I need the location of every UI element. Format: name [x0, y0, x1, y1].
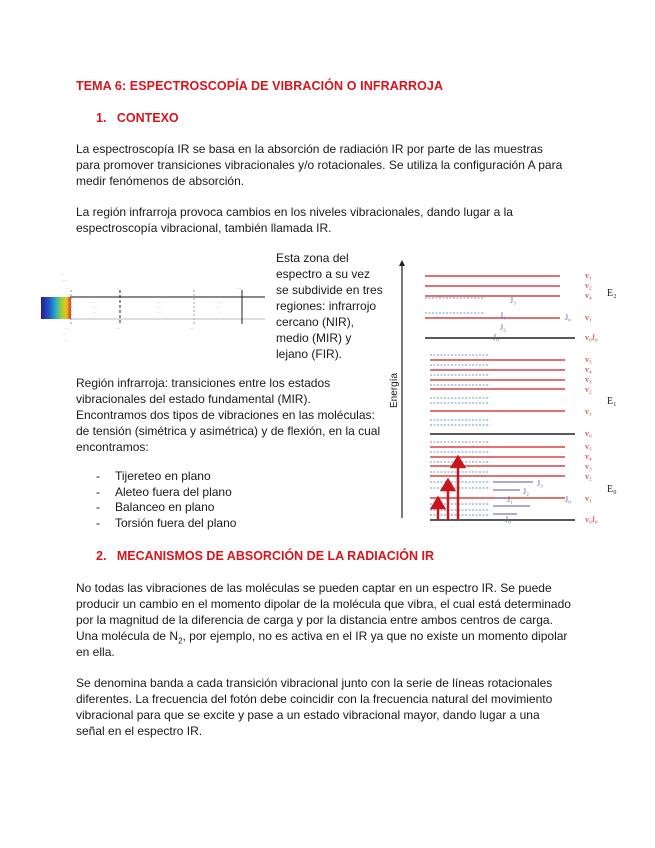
svg-text:······: ······: [215, 300, 223, 305]
svg-text:v₁: v₁: [585, 313, 592, 322]
svg-text:····: ····: [115, 326, 121, 331]
svg-text:···: ···: [157, 305, 161, 310]
svg-text:v₀J₀: v₀J₀: [585, 515, 598, 524]
svg-text:v₂: v₂: [585, 472, 592, 481]
section-heading-contexto: 1. CONTEXO: [96, 111, 179, 125]
svg-text:v₄: v₄: [585, 452, 592, 461]
electromagnetic-spectrum-figure: [40, 268, 268, 343]
svg-text:v₅: v₅: [585, 355, 592, 364]
paragraph-dipole: [76, 580, 576, 660]
section-heading-mecanismos: 2. MECANISMOS DE ABSORCIÓN DE LA RADIACIÓN IR: [96, 549, 434, 563]
energy-level-diagram: [385, 258, 620, 530]
paragraph-region: La región infrarroja provoca cambios en los niveles vibracionales, dando lugar a la espectroscopía vibracional, también llamada IR.: [76, 205, 513, 235]
energy-levels-drawing: [385, 258, 620, 530]
svg-text:v₁: v₁: [585, 407, 592, 416]
svg-text:···: ···: [62, 332, 66, 337]
svg-text:v₂: v₂: [585, 281, 592, 290]
svg-text:v₁: v₁: [585, 271, 592, 280]
svg-text:···: ···: [60, 272, 64, 277]
svg-text:J₁: J₁: [507, 495, 513, 504]
svg-text:······: ······: [155, 300, 163, 305]
spectrum-regions-text: Esta zona del espectro a su vez se subdivide en tres regiones: infrarrojo cercano (NIR), medio (MIR) y lejano (FIR).: [276, 251, 383, 361]
svg-text:····: ····: [62, 278, 68, 283]
list-item: - Aleteo fuera del plano: [96, 485, 576, 501]
list-item: - Torsión fuera del plano: [96, 516, 576, 532]
svg-text:·: ·: [240, 326, 242, 331]
svg-text:···: ···: [66, 286, 70, 291]
svg-text:v₄: v₄: [585, 365, 592, 374]
svg-text:····: ····: [216, 305, 222, 310]
svg-text:J₀: J₀: [565, 495, 571, 504]
state-label-e0: E₀: [607, 484, 617, 495]
document-title: TEMA 6: ESPECTROSCOPÍA DE VIBRACIÓN O INFRARROJA: [76, 79, 444, 93]
svg-text:v₅: v₅: [585, 442, 592, 451]
svg-text:··: ··: [117, 286, 120, 291]
svg-text:v₀: v₀: [585, 429, 592, 438]
paragraph-intro: La espectroscopía IR se basa en la absorción de radiación IR por parte de las muestras para promover transiciones vibracionales y/o rotacionales. Se utiliza la configuración A para medir fenómenos de absorción.: [76, 142, 563, 188]
energy-axis-label: Energía: [389, 372, 400, 408]
svg-text:···: ···: [92, 310, 96, 315]
svg-text:······: ······: [88, 300, 96, 305]
state-label-e2: E₂: [607, 288, 617, 299]
svg-text:J₁: J₁: [500, 311, 506, 320]
svg-text:v₂: v₂: [585, 385, 592, 394]
svg-text:··: ··: [191, 286, 194, 291]
paragraph-band: Se denomina banda a cada transición vibracional junto con la serie de líneas rotacionales diferentes. La frecuencia del fotón debe coincidir con la frecuencia natural del movimiento vibracional para que se excite y pase a un estado vibracional mayor, dando lugar a una señal en el espectro IR.: [76, 676, 553, 738]
svg-text:v₃: v₃: [585, 375, 592, 384]
svg-text:···: ···: [190, 326, 194, 331]
svg-text:J₃: J₃: [537, 479, 543, 488]
svg-text:····: ····: [236, 286, 242, 291]
list-item: - Tijereteo en plano: [96, 469, 576, 485]
svg-text:v₄: v₄: [585, 291, 592, 300]
svg-text:···: ···: [217, 310, 221, 315]
svg-text:····: ····: [92, 305, 98, 310]
paragraph-dipole-part1: No todas las vibraciones de las moléculas se pueden captar en un espectro IR. Se puede producir un cambio en el momento dipolar de la molécula que vibra, el cual está determinado por la magnitud de la diferencia de carga y por la distancia entre ambos centros de carga. Una molécula de N: [76, 581, 571, 643]
svg-text:···: ···: [157, 310, 161, 315]
svg-text:v₃: v₃: [585, 462, 592, 471]
list-item: - Balanceo en plano: [96, 500, 576, 516]
svg-text:J₀: J₀: [493, 333, 499, 342]
subscript-2: 2: [178, 636, 183, 646]
svg-text:J₀: J₀: [505, 515, 511, 524]
svg-text:····: ····: [64, 326, 70, 331]
svg-text:v₀J₀: v₀J₀: [585, 333, 598, 342]
svg-text:v₁: v₁: [585, 494, 592, 503]
svg-text:J₀: J₀: [565, 313, 571, 322]
svg-text:J₂: J₂: [500, 323, 506, 332]
svg-text:J₃: J₃: [510, 296, 516, 305]
svg-text:··: ··: [64, 338, 67, 343]
paragraph-dipole-part2: , por ejemplo, no es activa en el IR ya que no existe un momento dipolar en ella.: [76, 629, 568, 659]
ir-region-text: Región infrarroja: transiciones entre los estados vibracionales del estado fundamental (MIR). Encontramos dos tipos de vibraciones en las moléculas: de tensión (simétrica y asimétrica) y de flexión, en la cual encontramos:: [76, 376, 381, 454]
svg-text:J₂: J₂: [523, 487, 529, 496]
state-label-e1: E₁: [607, 396, 617, 407]
